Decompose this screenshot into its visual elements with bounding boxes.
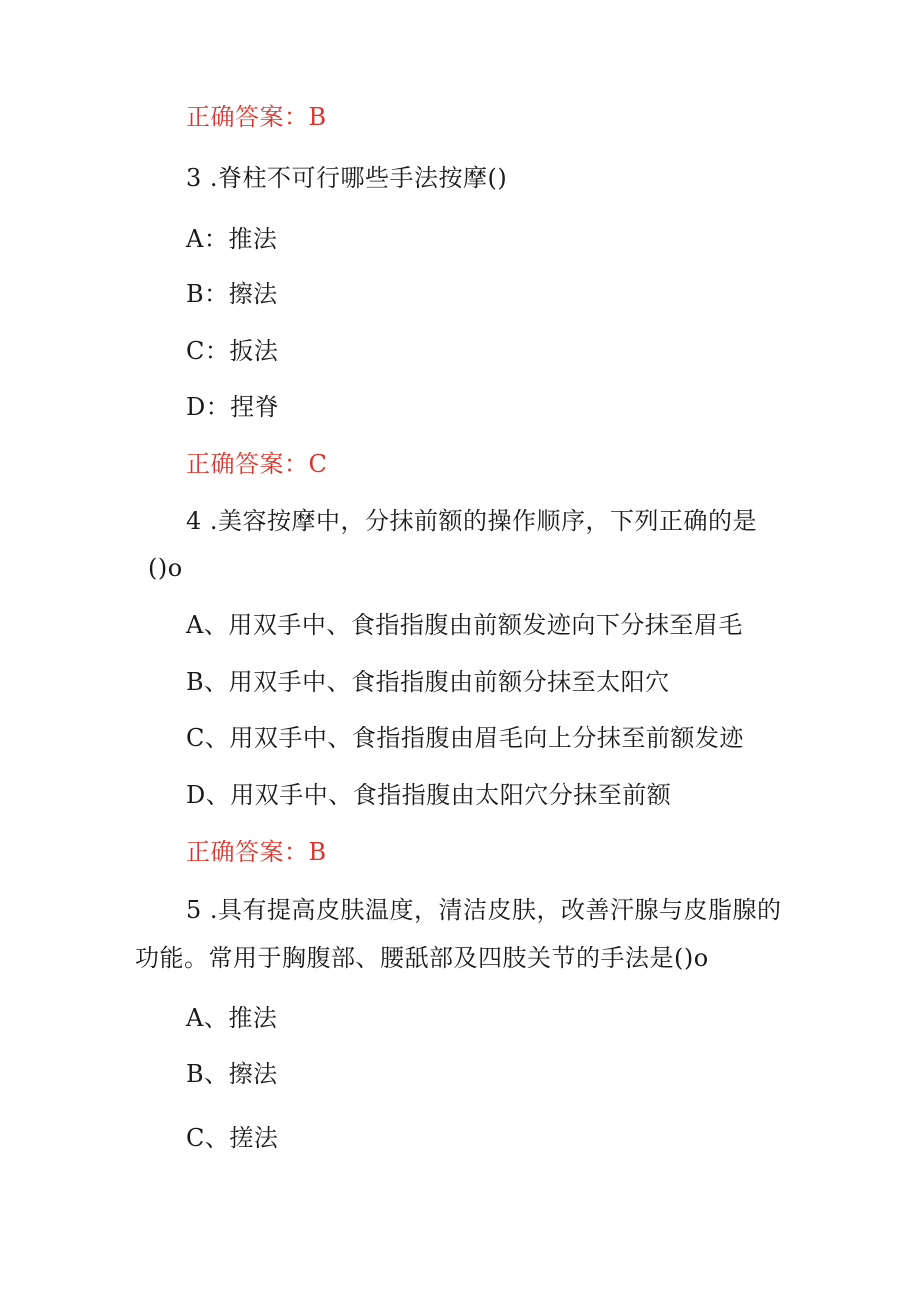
question-4-stem-line2: ()o xyxy=(148,554,183,582)
question-4-option-d: D、用双手中、食指指腹由太阳穴分抹至前额 xyxy=(186,781,672,809)
question-3-option-c: C：扳法 xyxy=(186,337,279,365)
question-4-option-b: B、用双手中、食指指腹由前额分抹至太阳穴 xyxy=(186,668,670,696)
question-4-stem-line1: 4 .美容按摩中，分抹前额的操作顺序，下列正确的是 xyxy=(186,507,758,535)
question-3-stem: 3 .脊柱不可行哪些手法按摩() xyxy=(186,164,508,192)
question-3-answer: 正确答案：C xyxy=(186,450,328,478)
question-4-option-a: A、用双手中、食指指腹由前额发迹向下分抹至眉毛 xyxy=(186,611,743,639)
question-3-option-a: A：推法 xyxy=(186,225,278,253)
question-3-option-d: D：捏脊 xyxy=(186,393,280,421)
question-5-option-b: B、擦法 xyxy=(186,1060,278,1088)
question-4-option-c: C、用双手中、食指指腹由眉毛向上分抹至前额发迹 xyxy=(186,724,744,752)
question-5-option-c: C、搓法 xyxy=(186,1124,279,1152)
answer-previous: 正确答案：B xyxy=(186,103,327,131)
question-5-option-a: A、推法 xyxy=(186,1004,278,1032)
question-4-answer: 正确答案：B xyxy=(186,838,327,866)
question-5-stem-line2: 功能。常用于胸腹部、腰舐部及四肢关节的手法是()o xyxy=(135,944,709,972)
question-5-stem-line1: 5 .具有提高皮肤温度，清洁皮肤，改善汗腺与皮脂腺的 xyxy=(186,896,782,924)
question-3-option-b: B：擦法 xyxy=(186,280,278,308)
